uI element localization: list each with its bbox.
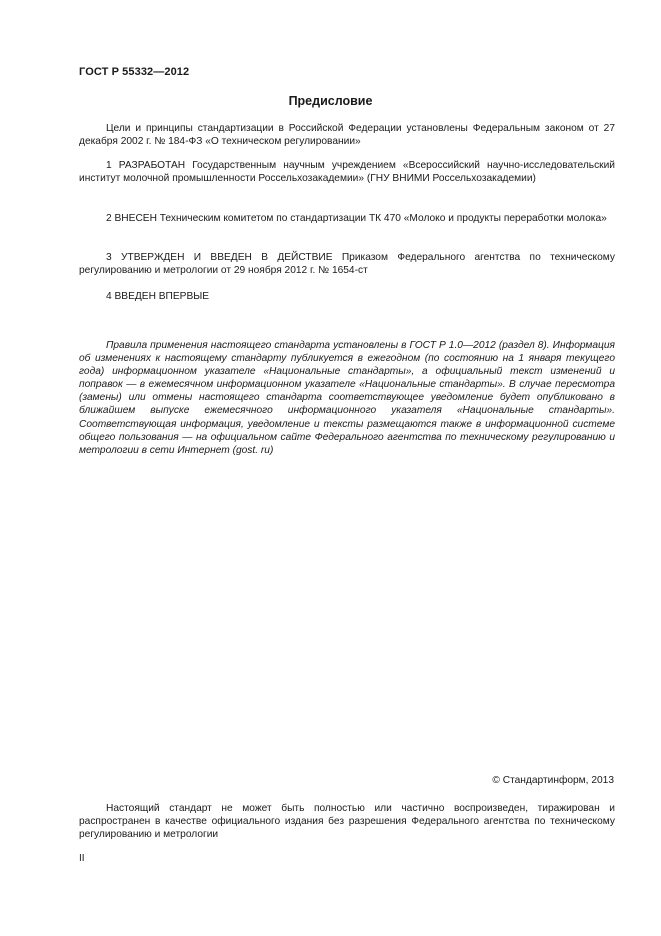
first-introduced-paragraph	[79, 290, 615, 303]
document-header-id: ГОСТ Р 55332—2012	[79, 66, 190, 78]
footer-paragraph-text: Настоящий стандарт не может быть полностью или частично воспроизведен, тиражирован и распространен в качестве официального издания без разрешения Федерального агентства по техническому регулированию и метрологии	[79, 803, 615, 840]
application-rules-notice	[79, 339, 615, 457]
paragraph-text: 4 ВВЕДЕН ВПЕРВЫЕ	[106, 291, 210, 302]
intro-paragraph	[79, 122, 615, 148]
page-number: II	[79, 853, 85, 864]
paragraph-text: 3 УТВЕРЖДЕН И ВВЕДЕН В ДЕЙСТВИЕ Приказом Федерального агентства по техническому регулированию и метрологии от 29 ноября 2012 г. № 1654-ст	[79, 252, 615, 276]
paragraph-text: 1 РАЗРАБОТАН Государственным научным учреждением «Всероссийский научно-исследовательский институт молочной промышленности Россельхозакадемии» (ГНУ ВНИМИ Россельхозакадемии)	[79, 160, 615, 184]
introduced-by-paragraph	[79, 212, 615, 225]
notice-text: Правила применения настоящего стандарта установлены в ГОСТ Р 1.0—2012 (раздел 8). Информация об изменениях к настоящему стандарту публикуется в ежегодном (по состоянию на 1 января текущего года) информационном указателе «Национальные стандарты», а официальный текст изменений и поправок — в ежемесячном информационном указателе «Национальные стандарты». В случае пересмотра (замены) или отмены настоящего стандарта соответствующее уведомление будет опубликовано в ближайшем выпуске ежемесячного информационного указателя «Национальные стандарты». Соответствующая информация, уведомление и тексты размещаются также в информационной системе общего пользования — на официальном сайте Федерального агентства по техническому регулированию и метрологии в сети Интернет (gost. ru)	[79, 340, 615, 456]
paragraph-text: 2 ВНЕСЕН Техническим комитетом по стандартизации ТК 470 «Молоко и продукты переработки молока»	[106, 213, 607, 224]
paragraph-text: Цели и принципы стандартизации в Российской Федерации установлены Федеральным законом от 27 декабря 2002 г. № 184-ФЗ «О техническом регулировании»	[79, 123, 615, 147]
copyright-line: © Стандартинформ, 2013	[492, 775, 614, 786]
approved-paragraph	[79, 251, 615, 277]
page-title: Предисловие	[288, 94, 373, 108]
reproduction-notice	[79, 802, 615, 841]
developed-by-paragraph	[79, 159, 615, 185]
